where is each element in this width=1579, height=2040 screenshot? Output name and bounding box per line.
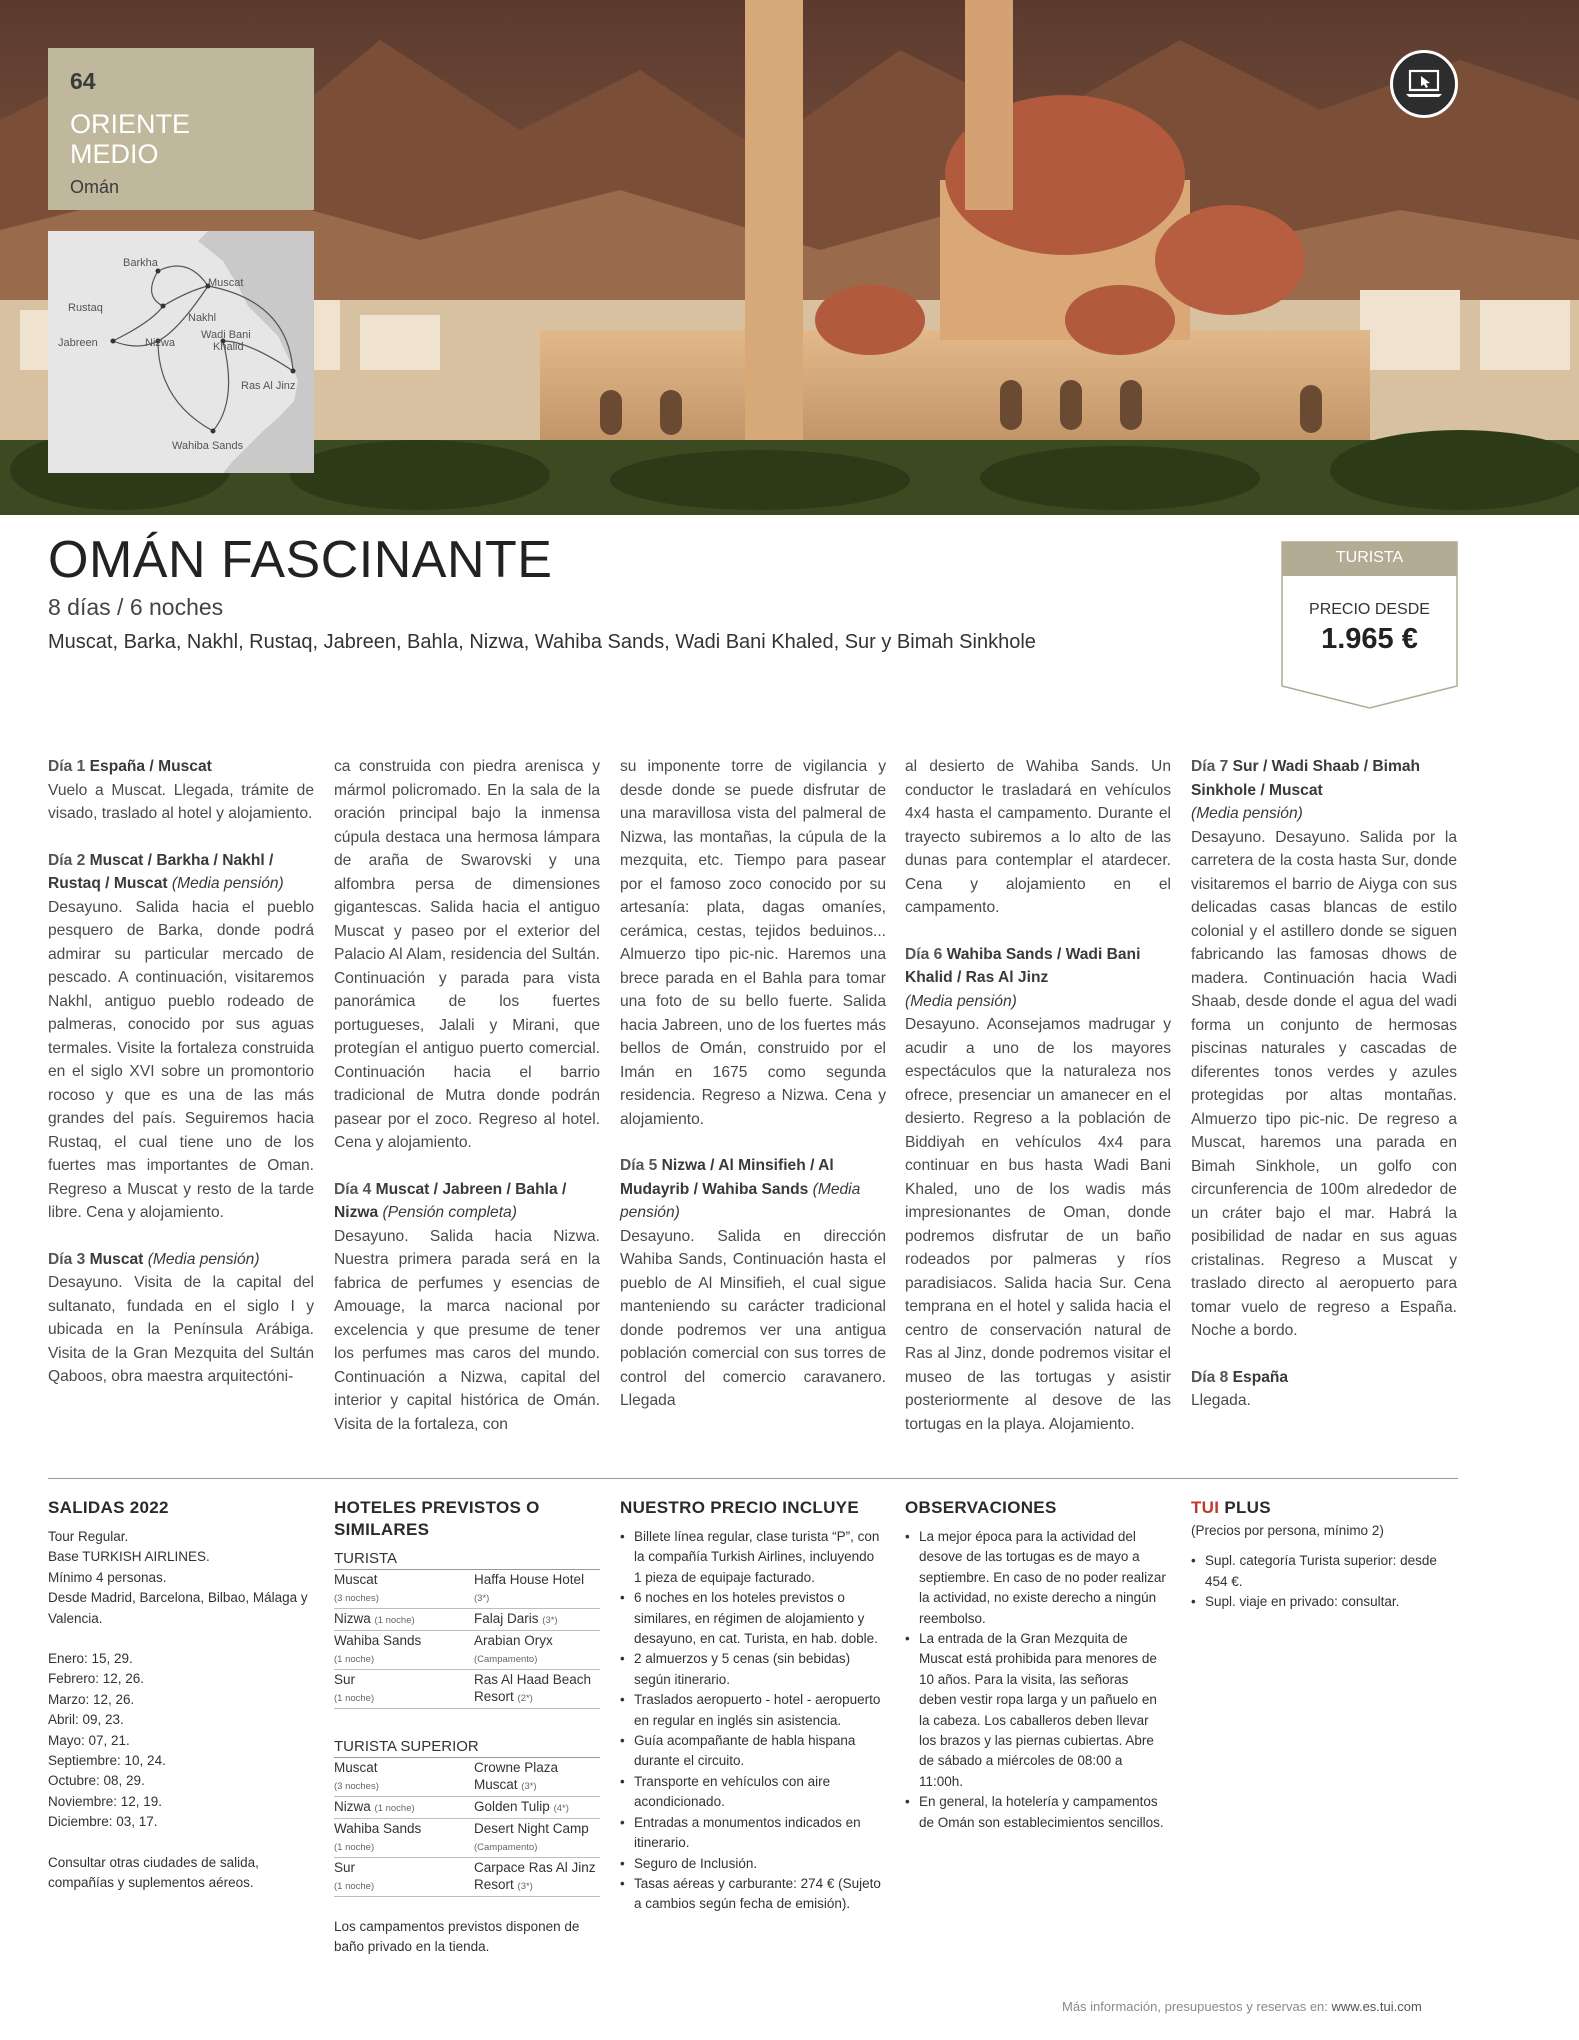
day-text: Desayuno. Salida hacia Nizwa. Nuestra primera parada será en la fabrica de perfumes y esencias de Amouage, la marca nacional por excelencia y que presume de tener los perfumes mas caros del mundo. Continuación a Nizwa, capital del interior y capital histórica de Omán. Visita de la fortaleza, con — [334, 1227, 600, 1433]
day-heading: Día 1 España / Muscat — [48, 758, 212, 775]
map-label-barkha: Barkha — [123, 257, 158, 269]
day-1 — [48, 755, 314, 826]
map-label-wadi-bani: Wadi Bani — [201, 329, 251, 341]
price-includes-section — [620, 1497, 882, 1915]
country-label: Omán — [70, 177, 120, 197]
day-3 — [48, 1248, 314, 1389]
departures-section — [48, 1497, 314, 1894]
hotel-row: Sur (1 noche) Carpace Ras Al Jinz Resort (3*) — [334, 1858, 600, 1897]
departure-date: Octubre: 08, 29. — [48, 1773, 145, 1789]
day-heading: Día 4 Muscat / Jabreen / Bahla / Nizwa (Pensión completa) — [334, 1180, 567, 1221]
price-category: TURISTA — [1335, 549, 1404, 566]
day-text: Desayuno. Aconsejamos madrugar y acudir a uno de los mayores espectáculos que la naturaleza nos ofrece, presenciar un amanecer en el desierto. Regreso a la población de Biddiyah en vehículos 4x4 para continuar en bus hasta Wadi Bani Khaled, uno de los wadis más impresionantes de Oman, donde podremos disfrutar de un baño rodeados por palmeras y ríos paradisiacos. Salida hacia Sur. Cena temprana en el hotel y salida hacia el centro de conservación natural de Ras al Jinz, donde podremos visitar el museo de las tortugas y asistir posteriormente al desove de las tortugas en la playa. Alojamiento. — [905, 1016, 1171, 1433]
region-line-1: ORIENTE — [70, 109, 191, 139]
departure-date: Enero: 15, 29. — [48, 1651, 133, 1667]
hotel-row: Nizwa (1 noche) Falaj Daris (3*) — [334, 1609, 600, 1631]
tui-plus-section — [1191, 1497, 1457, 1613]
map-label-nakhl: Nakhl — [188, 312, 217, 324]
map-label-khalid: Khalid — [213, 341, 244, 353]
day-text: al desierto de Wahiba Sands. Un conductor le trasladará en vehículos 4x4 hasta el campamento. Durante el trayecto subiremos a lo alto de las dunas para contemplar el atardecer. Cena y alojamiento en el campamento. — [905, 758, 1171, 916]
day-heading: Día 7 Sur / Wadi Shaab / Bimah Sinkhole / Muscat (Media pensión) — [1191, 758, 1421, 822]
day-4 — [334, 1178, 600, 1437]
departure-date: Febrero: 12, 26. — [48, 1671, 145, 1687]
page-title: OMÁN FASCINANTE — [48, 531, 553, 589]
day-7 — [1191, 755, 1457, 1343]
includes-item: • Entradas a monumentos indicados en itinerario. — [620, 1813, 882, 1854]
price-value: 1.965 € — [1321, 623, 1418, 655]
hotel-row: Wahiba Sands (1 noche) Arabian Oryx (Campamento) — [334, 1631, 600, 1670]
hotels-note: Los campamentos previstos disponen de baño privado en la tienda. — [334, 1919, 580, 1955]
departures-line: Base TURKISH AIRLINES. — [48, 1549, 210, 1565]
departure-date: Diciembre: 03, 17. — [48, 1814, 158, 1830]
route-map — [48, 231, 314, 473]
hotel-row: Nizwa (1 noche) Golden Tulip (4*) — [334, 1797, 600, 1819]
day-heading: Día 8 España — [1191, 1368, 1289, 1386]
tui-plus-item: • Supl. categoría Turista superior: desde 454 €. — [1191, 1551, 1457, 1592]
observation-item: • La mejor época para la actividad del desove de las tortugas es de mayo a septiembre. En caso de no poder realizar la actividad, no existe derecho a ningún reembolso. — [905, 1527, 1167, 1629]
region-label — [70, 109, 292, 169]
footer-link[interactable]: www.es.tui.com — [1331, 1999, 1422, 2014]
footer-text: Más información, presupuestos y reservas en: — [1062, 1999, 1332, 2014]
departure-date: Marzo: 12, 26. — [48, 1691, 135, 1707]
includes-item: • Tasas aéreas y carburante: 274 € (Sujeto a cambios según fecha de emisión). — [620, 1874, 882, 1915]
observation-item: • La entrada de la Gran Mezquita de Muscat está prohibida para menores de 10 años. Para la visita, las señoras deben vestir ropa larga y un pañuelo en la cabeza. Los caballeros deben llevar los brazos y las piernas cubiertas. Abre de sábado a miércoles de 08:00 a 11:00h. — [905, 1629, 1167, 1792]
tui-plus-subtitle: (Precios por persona, mínimo 2) — [1191, 1523, 1384, 1538]
departure-date: Septiembre: 10, 24. — [48, 1753, 166, 1769]
day-heading: Día 6 Wahiba Sands / Wadi Bani Khalid / Ras Al Jinz (Media pensión) — [905, 945, 1141, 1010]
map-label-wahiba-sands: Wahiba Sands — [172, 440, 244, 452]
day-heading: Día 5 Nizwa / Al Minsifieh / Al Mudayrib / Wahiba Sands (Media pensión) — [620, 1157, 861, 1221]
day-2 — [48, 849, 314, 1225]
includes-item: • 6 noches en los hoteles previstos o similares, en régimen de alojamiento y desayuno, en cat. Turista, en hab. doble. — [620, 1588, 882, 1649]
includes-item: • Traslados aeropuerto - hotel - aeropuerto en regular en inglés sin asistencia. — [620, 1690, 882, 1731]
observation-item: • En general, la hotelería y campamentos de Omán son establecimientos sencillos. — [905, 1792, 1167, 1833]
day-heading: Día 3 Muscat (Media pensión) — [48, 1250, 260, 1268]
itinerary-column-5 — [1191, 755, 1457, 1436]
section-divider — [48, 1478, 1458, 1479]
hotel-row: Muscat (3 noches) Haffa House Hotel (3*) — [334, 1570, 600, 1609]
day-3-continued — [334, 755, 600, 1155]
departures-line: Desde Madrid, Barcelona, Bilbao, Málaga y Valencia. — [48, 1590, 308, 1626]
day-text: Desayuno. Salida hacia el pueblo pesquero de Barka, donde podrá admirar su particular mercado de pescado. A continuación, visitaremos Nakhl, antiguo pueblo rodeado de palmeras, conocido por sus aguas termales. Visite la fortaleza construida en el siglo XVI sobre un promontorio rocoso y que es una de las más grandes del país. Seguiremos hacia Rustaq, el cual tiene uno de los fuertes mas importantes de Oman. Regreso a Muscat y resto de la tarde libre. Cena y alojamiento. — [48, 898, 314, 1221]
itinerary-column-4 — [905, 755, 1171, 1459]
day-text: ca construida con piedra arenisca y mármol policromado. En la sala de la oración principal bajo la inmensa cúpula destaca una hermosa lámpara de araña de Swarovski y una alfombra persa de dimensiones gigantescas. Salida hacia el antiguo Muscat y paseo por el exterior del Palacio Al Alam, residencia del Sultán. Continuación y parada para vista panorámica de los fuertes portugueses, Jalali y Mirani, que protegían el antiguo puerto comercial. Continuación hacia el barrio tradicional de Mutra donde podrán pasear por el zoco. Regreso al hotel. Cena y alojamiento. — [334, 758, 600, 1151]
includes-item: • Guía acompañante de habla hispana durante el circuito. — [620, 1731, 882, 1772]
hotel-row: Sur (1 noche) Ras Al Haad Beach Resort (2*) — [334, 1670, 600, 1709]
map-label-jabreen: Jabreen — [58, 337, 98, 349]
day-text: su imponente torre de vigilancia y desde donde se puede disfrutar de una maravillosa vista del palmeral de Nizwa, las montañas, la cúpula de la mezquita, etc. Tiempo para pasear por el famoso zoco conocido por su artesanía: plata, dagas omaníes, cerámica, cestas, tejidos beduinos... Almuerzo tipo pic-nic. Haremos una brece parada en el Bahla para tomar una foto de su bello fuerte. Salida hacia Jabreen, uno de los fuertes más bellos de Omán, construido por el Imán en 1675 como segunda residencia. Regreso a Nizwa. Cena y alojamiento. — [620, 758, 886, 1128]
section-badge — [48, 48, 314, 210]
map-label-nizwa: Nizwa — [145, 337, 175, 349]
map-label-ras-al-jinz: Ras Al Jinz — [241, 380, 296, 392]
tui-plus-item: • Supl. viaje en privado: consultar. — [1191, 1592, 1457, 1612]
day-text: Vuelo a Muscat. Llegada, trámite de visado, traslado al hotel y alojamiento. — [48, 781, 314, 822]
itinerary-column-2 — [334, 755, 600, 1459]
day-5 — [620, 1154, 886, 1413]
departures-note: Consultar otras ciudades de salida, compañías y suplementos aéreos. — [48, 1854, 259, 1891]
hotel-row: Muscat (3 noches) Crowne Plaza Muscat (3*) — [334, 1758, 600, 1797]
day-text: Desayuno. Salida en dirección Wahiba Sands, Continuación hasta el pueblo de Al Minsifieh, el cual sigue manteniendo su carácter tradicional donde podremos ver una antigua población comercial con sus torres de control del comercio caravanero. Llegada — [620, 1227, 886, 1409]
includes-heading: NUESTRO PRECIO INCLUYE — [620, 1498, 859, 1517]
departure-date: Mayo: 07, 21. — [48, 1732, 130, 1748]
map-label-rustaq: Rustaq — [68, 302, 103, 314]
map-label-muscat: Muscat — [208, 277, 244, 289]
day-text: Llegada. — [1191, 1392, 1251, 1409]
tui-plus-heading: TUI PLUS — [1191, 1498, 1271, 1517]
hotels-section — [334, 1497, 600, 1958]
hotels-category-superior: TURISTA SUPERIOR — [334, 1737, 600, 1758]
departure-date: Noviembre: 12, 19. — [48, 1793, 163, 1809]
laptop-cursor-icon[interactable] — [1390, 50, 1458, 118]
day-5-continued — [905, 755, 1171, 920]
includes-item: • 2 almuerzos y 5 cenas (sin bebidas) según itinerario. — [620, 1649, 882, 1690]
day-8 — [1191, 1366, 1457, 1413]
observations-heading: OBSERVACIONES — [905, 1498, 1057, 1517]
day-heading: Día 2 Muscat / Barkha / Nakhl / Rustaq / Muscat (Media pensión) — [48, 851, 284, 892]
includes-item: • Transporte en vehículos con aire acondicionado. — [620, 1772, 882, 1813]
observations-section — [905, 1497, 1167, 1833]
itinerary-column-3 — [620, 755, 886, 1436]
itinerary-column-1 — [48, 755, 314, 1412]
hotel-row: Wahiba Sands (1 noche) Desert Night Camp (Campamento) — [334, 1819, 600, 1858]
day-6 — [905, 943, 1171, 1437]
hotels-category-turista: TURISTA — [334, 1549, 600, 1570]
trip-duration: 8 días / 6 noches — [48, 594, 224, 620]
departures-line: Mínimo 4 personas. — [48, 1569, 167, 1585]
day-4-continued — [620, 755, 886, 1131]
day-text: Desayuno. Visita de la capital del sultanato, fundada en el siglo I y ubicada en la Península Arábiga. Visita de la Gran Mezquita del Sultán Qaboos, obra maestra arquitectóni- — [48, 1274, 314, 1385]
departure-date: Abril: 09, 23. — [48, 1712, 124, 1728]
includes-item: • Billete línea regular, clase turista “P”, con la compañía Turkish Airlines, incluyendo 1 pieza de equipaje facturado. — [620, 1527, 882, 1588]
page-number: 64 — [70, 68, 96, 94]
day-text: Desayuno. Desayuno. Salida por la carretera de la costa hasta Sur, donde visitaremos el barrio de Aiyga con sus delicadas casas blancas de estilo colonial y el astillero donde se siguen fabricando las famosas dhows de madera. Continuación hacia Wadi Shaab, desde donde el agua del wadi forma un conjunto de hermosas piscinas naturales y cascadas de diferentes tonos verdes y azules protegidas por altas montañas. Almuerzo tipo pic-nic. De regreso a Muscat, haremos una parada en Bimah Sinkhole, un golfo con circunferencia de 100m alrededor de un cráter bajo el mar. Habrá la posibilidad de nadar en sus aguas cristalinas. Regreso a Muscat y traslado directo al aeropuerto para tomar vuelo de regreso a España. Noche a bordo. — [1191, 828, 1457, 1339]
trip-route: Muscat, Barka, Nakhl, Rustaq, Jabreen, Bahla, Nizwa, Wahiba Sands, Wadi Bani Khaled, Sur y Bimah Sinkhole — [48, 631, 1036, 653]
region-line-2: MEDIO — [70, 139, 159, 169]
price-label: PRECIO DESDE — [1309, 601, 1430, 618]
departures-line: Tour Regular. — [48, 1529, 129, 1544]
departures-heading: SALIDAS 2022 — [48, 1498, 169, 1517]
price-box — [1281, 541, 1458, 709]
hotels-heading: HOTELES PREVISTOS O SIMILARES — [334, 1498, 540, 1539]
includes-item: • Seguro de Inclusión. — [620, 1854, 882, 1874]
footer — [1062, 1999, 1422, 2014]
